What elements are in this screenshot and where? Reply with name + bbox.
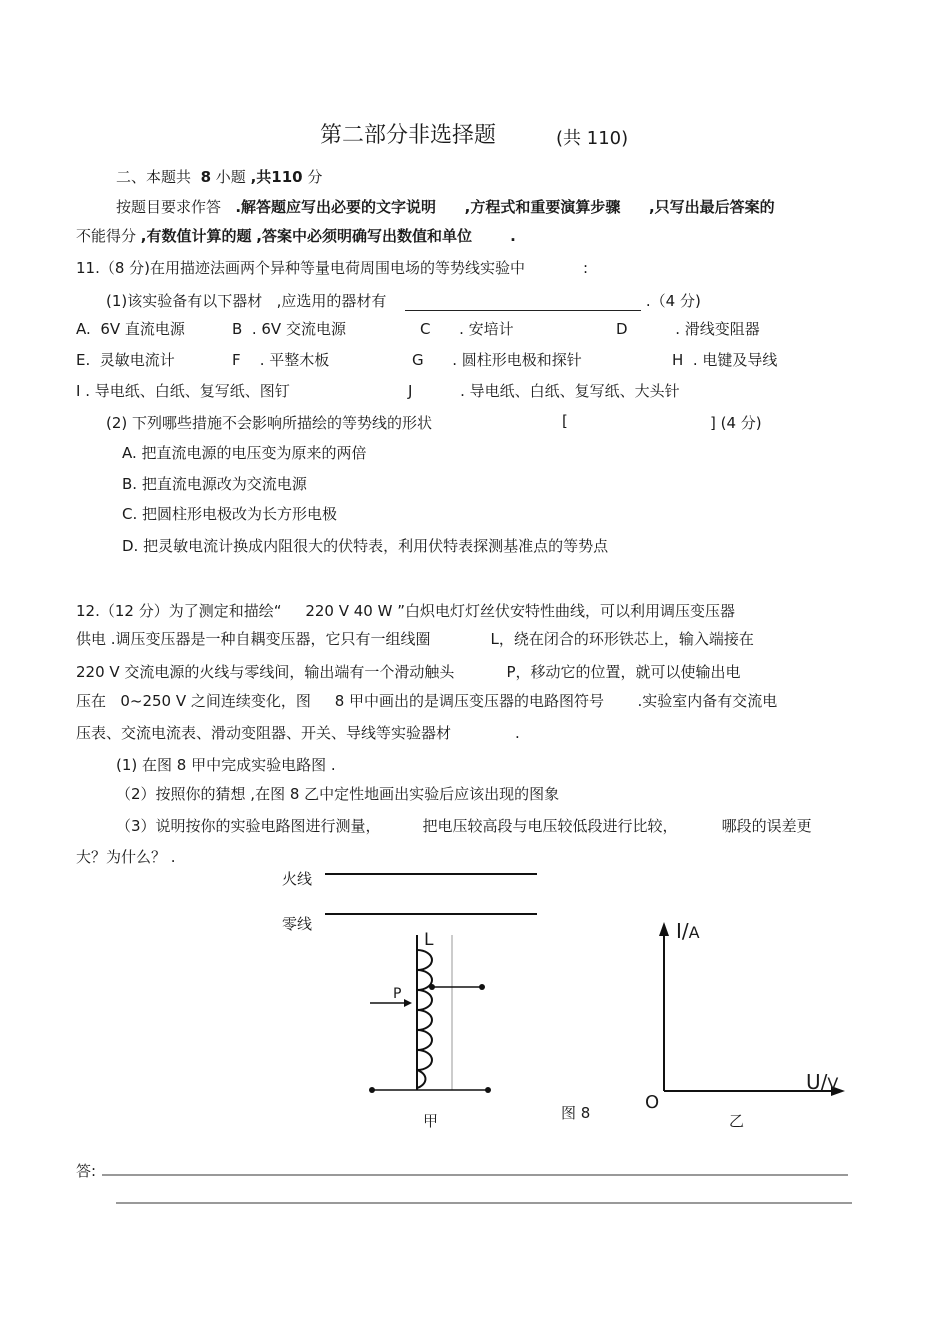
q11-part1: (1)该实验备有以下器材 ,应选用的器材有 .（4 分) xyxy=(106,292,701,310)
option-d: D . 滑线变阻器 xyxy=(616,320,760,338)
option-f: F . 平整木板 xyxy=(232,351,330,369)
coil xyxy=(417,950,432,1088)
choice-c: C. 把圆柱形电极改为长方形电极 xyxy=(122,505,338,523)
q11-part2-stem: (2) 下列哪些措施不会影响所描绘的等势线的形状 xyxy=(106,414,433,432)
y-axis-label: I/A xyxy=(676,919,700,943)
q11-part2-bracket-close: ] (4 分) xyxy=(710,414,762,432)
q12-sub-3: （3）说明按你的实验电路图进行测量， 把电压较高段与电压较低段进行比较， 哪段的误差更 xyxy=(116,817,812,835)
choice-a: A. 把直流电源的电压变为原来的两倍 xyxy=(122,444,367,462)
right-caption: 乙 xyxy=(729,1112,745,1130)
option-b: B . 6V 交流电源 xyxy=(232,320,346,338)
coil-label: L xyxy=(424,930,434,950)
option-c: C . 安培计 xyxy=(420,320,514,338)
q11-stem: 11.（8 分)在用描迹法画两个异种等量电荷周围电场的等势线实验中 : xyxy=(76,259,589,277)
answer-input[interactable] xyxy=(102,1158,848,1176)
bottom-terminal-left xyxy=(369,1087,375,1093)
option-e: E. 灵敏电流计 xyxy=(76,351,175,369)
option-a: A. 6V 直流电源 xyxy=(76,320,185,338)
slider-arrow-head xyxy=(404,999,412,1007)
slider-contact xyxy=(429,984,435,990)
q12-line-5: 压表、交流电流表、滑动变阻器、开关、导线等实验器材 . xyxy=(76,724,520,742)
option-j: J . 导电纸、白纸、复写纸、大头针 xyxy=(408,382,680,400)
left-caption: 甲 xyxy=(423,1112,439,1130)
choice-b: B. 把直流电源改为交流电源 xyxy=(122,475,307,493)
page-subtitle: (共 110) xyxy=(556,128,629,149)
q12-sub-4: 大？为什么？ . xyxy=(76,848,176,866)
section-heading: 二、本题共 8 小题 ,共110 分 xyxy=(116,168,323,186)
slider-label: P xyxy=(393,986,402,1002)
answer-label: 答: xyxy=(76,1162,97,1180)
q12-sub-1: (1) 在图 8 甲中完成实验电路图 . xyxy=(116,756,336,774)
option-g: G . 圆柱形电极和探针 xyxy=(412,351,582,369)
bottom-terminal-right xyxy=(485,1087,491,1093)
option-h: H . 电键及导线 xyxy=(672,351,778,369)
q12-line-3: 220 V 交流电源的火线与零线间，输出端有一个滑动触头 P，移动它的位置，就可以使输出电 xyxy=(76,663,741,681)
q12-line-2: 供电 .调压变压器是一种自耦变压器，它只有一组线圈 L，绕在闭合的环形铁芯上，输入端接在 xyxy=(76,630,754,648)
q12-sub-2: （2）按照你的猜想 ,在图 8 乙中定性地画出实验后应该出现的图象 xyxy=(116,785,560,803)
choice-d: D. 把灵敏电流计换成内阻很大的伏特表，利用伏特表探测基准点的等势点 xyxy=(122,537,609,555)
output-terminal xyxy=(479,984,485,990)
option-i: I . 导电纸、白纸、复写纸、图钉 xyxy=(76,382,290,400)
q12-line-4: 压在 0~250 V 之间连续变化，图 8 甲中画出的是调压变压器的电路图符号 .实验室内备有交流电 xyxy=(76,692,778,710)
fire-line-label: 火线 xyxy=(282,870,313,888)
y-axis-arrow xyxy=(659,922,669,936)
figure-caption: 图 8 xyxy=(561,1104,591,1122)
x-axis-label: U/V xyxy=(806,1070,839,1094)
origin-label: O xyxy=(645,1092,660,1113)
instructions-line-1: 按题目要求作答 .解答题应写出必要的文字说明 ,方程式和重要演算步骤 ,只写出最后答案的 xyxy=(116,198,775,216)
instructions-line-2: 不能得分 ,有数值计算的题 ,答案中必须明确写出数值和单位 . xyxy=(76,227,516,245)
zero-line-label: 零线 xyxy=(282,915,313,933)
q12-line-1: 12.（12 分）为了测定和描绘“ 220 V 40 W ”白炽电灯灯丝伏安特性曲线，可以利用调压变压器 xyxy=(76,602,736,620)
page-title: 第二部分非选择题 xyxy=(320,123,497,148)
q11-part2-bracket-open: [ xyxy=(562,412,568,430)
